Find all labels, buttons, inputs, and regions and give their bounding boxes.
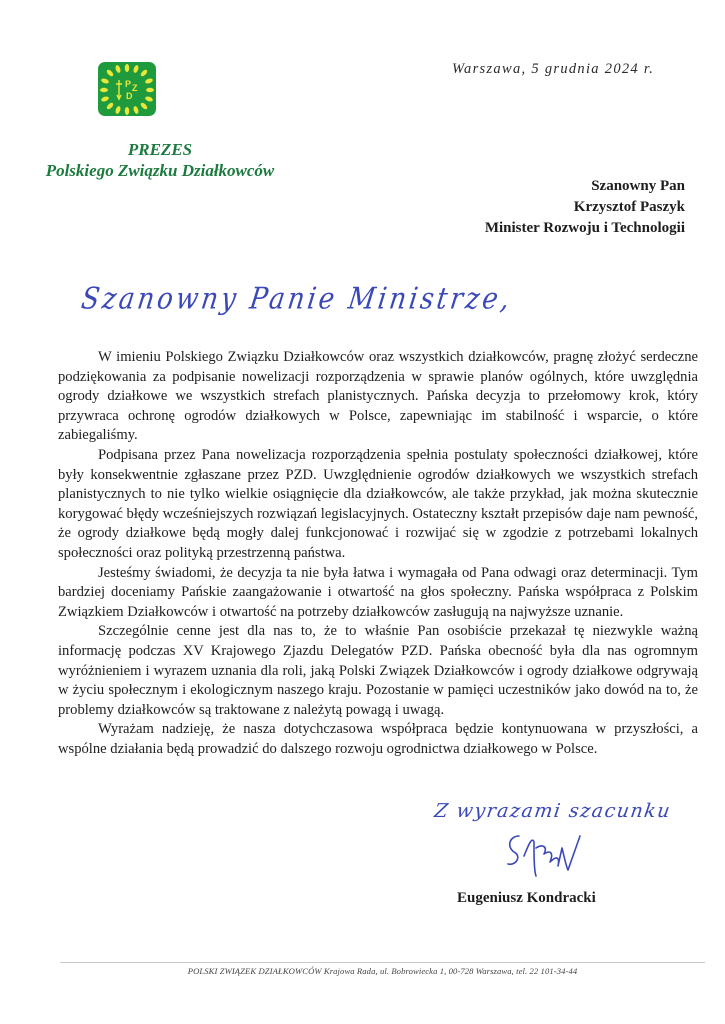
handwritten-salutation: Szanowny Panie Ministrze, [79, 282, 515, 317]
paragraph: W imieniu Polskiego Związku Działkowców oraz wszystkich działkowców, pragnę złożyć serdeczne podziękowania za podpisanie nowelizacji rozporządzenia w sprawie planów ogólnych, które uwzględnia ogrody działkowe we wszystkich strefach planistycznych. Pańska decyzja to przełomowy krok, który przywraca ochronę ogrodów działkowych w Polsce, zapewniając im stabilność i wsparcie, o które zabiegaliśmy. [58, 349, 698, 444]
paragraph: Podpisana przez Pana nowelizacja rozporządzenia spełnia postulaty społeczności działkowej, które były konsekwentnie zgłaszane przez PZD. Uwzględnienie ogrodów działkowych we wszystkich strefach planistycznych to nie tylko wielkie osiągnięcie dla działkowców, ale także przykład, jak można skutecznie korygować błędy wcześniejszych rozwiązań legislacyjnych. Ostateczny kształt przepisów daje nam pewność, że ogrody działkowe będą mogły dalej funkcjonować i rozwijać się w zgodzie z potrzebami lokalnych społeczności oraz polityką przestrzenną państwa. [58, 446, 698, 561]
sender-block [20, 140, 300, 182]
footer-divider [60, 962, 705, 963]
svg-text:P: P [125, 79, 132, 89]
recipient-salutation: Szanowny Pan [591, 178, 685, 194]
pzd-logo-graphic [98, 62, 156, 116]
pzd-logo [98, 62, 156, 116]
handwritten-signature-graphic [500, 830, 590, 890]
signer-name: Eugeniusz Kondracki [457, 890, 596, 906]
sender-title: PREZES [127, 140, 193, 159]
svg-text:Z: Z [132, 83, 138, 93]
footer-address: POLSKI ZWIĄZEK DZIAŁKOWCÓW Krajowa Rada, ul. Bobrowiecka 1, 00-728 Warszawa, tel. 22 101-34-44 [187, 966, 578, 976]
paragraph: Wyrażam nadzieję, że nasza dotychczasowa współpraca będzie kontynuowana w przyszłości, a wspólne działania będą prowadzić do dalszego rozwoju ogrodnictwa działkowego w Polsce. [58, 721, 698, 757]
recipient-block [485, 176, 685, 239]
sender-organization: Polskiego Związku Działkowców [45, 161, 275, 180]
letter-date: Warszawa, 5 grudnia 2024 r. [452, 61, 655, 77]
handwritten-closing: Z wyrazami szacunku [432, 800, 673, 822]
recipient-name: Krzysztof Paszyk [573, 199, 685, 215]
paragraph: Szczególnie cenne jest dla nas to, że to właśnie Pan osobiście przekazał tę niezwykle ważną informację podczas XV Krajowego Zjazdu Delegatów PZD. Pańska obecność była dla nas ogromnym wyróżnieniem i wyrazem uznania dla roli, jaką Polski Związek Działkowców i ogrody działkowe odgrywają w życiu społecznym i ekologicznym naszego kraju. Pozostanie w pamięci uczestników jako dowód na to, że problemy działkowców są traktowane z należytą powagą i uwagą. [58, 623, 698, 718]
letter-body [58, 348, 698, 759]
handwritten-signature [500, 830, 590, 890]
recipient-position: Minister Rozwoju i Technologii [484, 220, 685, 236]
paragraph: Jesteśmy świadomi, że decyzja ta nie była łatwa i wymagała od Pana odwagi oraz determinacji. Tym bardziej doceniamy Pańskie zaangażowanie i otwartość na głos społeczny. Pańska współpraca z Polskim Związkiem Działkowców i otwartość na potrzeby działkowców zasługują na najwyższe uznanie. [58, 564, 698, 620]
svg-text:D: D [126, 91, 133, 101]
